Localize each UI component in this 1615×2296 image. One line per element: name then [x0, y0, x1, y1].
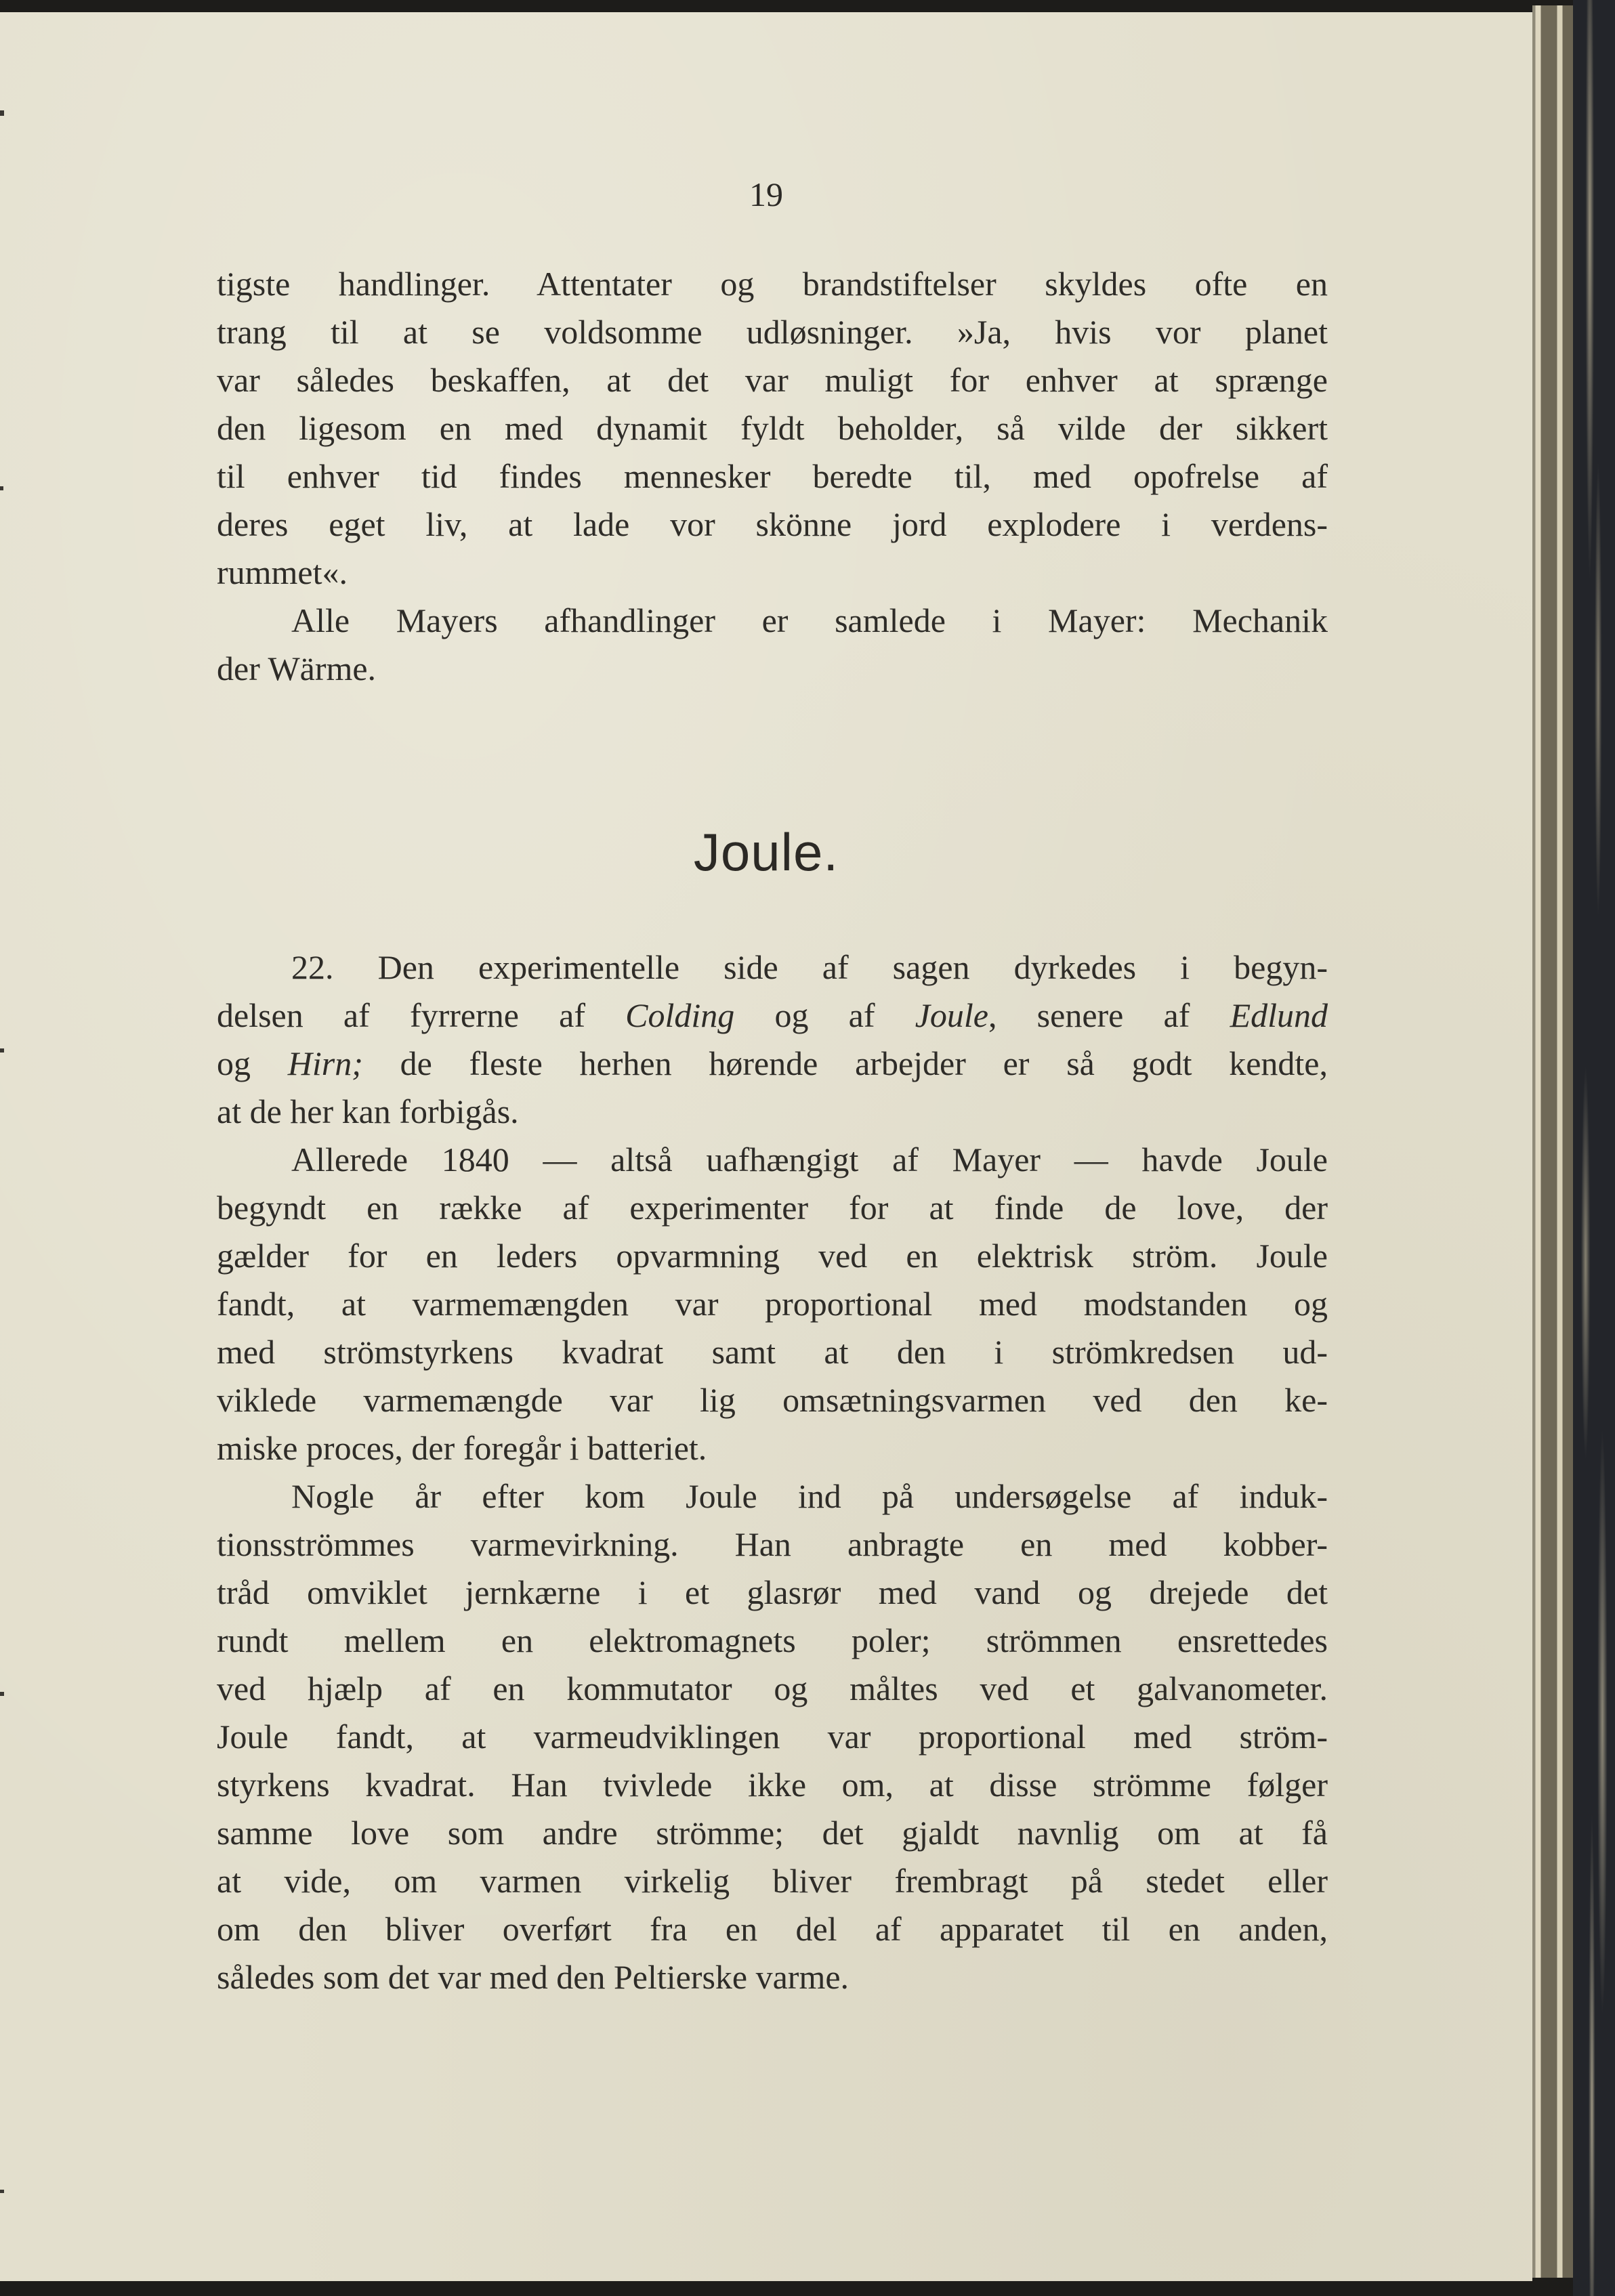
- text-line: miske proces, der foregår i batteriet.: [217, 1429, 707, 1467]
- text-line: der Wärme.: [217, 650, 377, 687]
- page-number: 19: [749, 175, 783, 213]
- text-line: med strömstyrkens kvadrat samt at den i strömkredsen ud-: [217, 1333, 1328, 1371]
- paragraph-22: [217, 943, 1328, 2001]
- text-line: gælder for en leders opvarmning ved en elektrisk ström. Joule: [217, 1237, 1328, 1275]
- paper-mark: [0, 2190, 4, 2193]
- text-line: tigste handlinger. Attentater og brandstiftelser skyldes ofte en: [217, 265, 1328, 303]
- text-line: at de her kan forbigås.: [217, 1092, 519, 1130]
- text-line: Allerede 1840 — altså uafhængigt af Mayer — havde Joule: [291, 1141, 1328, 1178]
- paper-mark: [0, 1048, 4, 1053]
- name-joule: Joule: [915, 996, 988, 1034]
- text-run: og af: [734, 996, 915, 1034]
- text-line: deres eget liv, at lade vor skönne jord explodere i verdens-: [217, 505, 1328, 543]
- text-line: samme love som andre strömme; det gjaldt navnlig om at få: [217, 1814, 1328, 1852]
- name-edlund: Edlund: [1230, 996, 1328, 1034]
- marbled-cover: [1573, 0, 1615, 2296]
- text-line: 22. Den experimentelle side af sagen dyrkedes i begyn-: [291, 948, 1328, 986]
- text-line: styrkens kvadrat. Han tvivlede ikke om, at disse strömme følger: [217, 1766, 1328, 1804]
- text-line: om den bliver overført fra en del af apparatet til en anden,: [217, 1910, 1328, 1948]
- text-line: den ligesom en med dynamit fyldt beholder, så vilde der sikkert: [217, 409, 1328, 447]
- text-line: ved hjælp af en kommutator og måltes ved et galvanometer.: [217, 1670, 1328, 1707]
- text-line: trang til at se voldsomme udløsninger. »Ja, hvis vor planet: [217, 313, 1328, 351]
- text-line: tionsströmmes varmevirkning. Han anbragte en med kobber-: [217, 1525, 1328, 1563]
- text-line: fandt, at varmemængden var proportional med modstanden og: [217, 1285, 1328, 1323]
- text-line: [217, 992, 1328, 1040]
- paper-mark: [0, 110, 4, 116]
- text-line: var således beskaffen, at det var muligt for enhver at sprænge: [217, 361, 1328, 399]
- paper-mark: [0, 1692, 4, 1696]
- text-line: viklede varmemængde var lig omsætningsvarmen ved den ke-: [217, 1381, 1328, 1419]
- text-line: Alle Mayers afhandlinger er samlede i Mayer: Mechanik: [291, 601, 1328, 639]
- text-run: , senere af: [988, 996, 1230, 1034]
- text-line: til enhver tid findes mennesker beredte til, med opofrelse af: [217, 457, 1328, 495]
- name-hirn: Hirn;: [287, 1044, 363, 1082]
- text-line: rummet«.: [217, 553, 348, 591]
- text-line: tråd omviklet jernkærne i et glasrør med vand og drejede det: [217, 1573, 1328, 1611]
- name-colding: Colding: [625, 996, 735, 1034]
- text-run: og: [217, 1044, 288, 1082]
- text-line: at vide, om varmen virkelig bliver frembragt på stedet eller: [217, 1862, 1328, 1900]
- text-run: delsen af fyrrerne af: [217, 996, 626, 1034]
- continuation-paragraph: [217, 260, 1328, 693]
- text-line: således som det var med den Peltierske varme.: [217, 1958, 850, 1996]
- text-line: rundt mellem en elektromagnets poler; strömmen ensrettedes: [217, 1621, 1328, 1659]
- text-run: de fleste herhen hørende arbejder er så godt kendte,: [362, 1044, 1328, 1082]
- section-heading: Joule.: [693, 822, 839, 882]
- text-line: begyndt en række af experimenter for at finde de love, der: [217, 1189, 1328, 1227]
- book-page: [0, 12, 1532, 2281]
- paper-mark: [0, 486, 3, 490]
- text-line: [217, 1040, 1328, 1088]
- page-edges: [1532, 5, 1573, 2278]
- text-line: Joule fandt, at varmeudviklingen var proportional med ström-: [217, 1718, 1328, 1756]
- text-line: Nogle år efter kom Joule ind på undersøgelse af induk-: [291, 1477, 1328, 1515]
